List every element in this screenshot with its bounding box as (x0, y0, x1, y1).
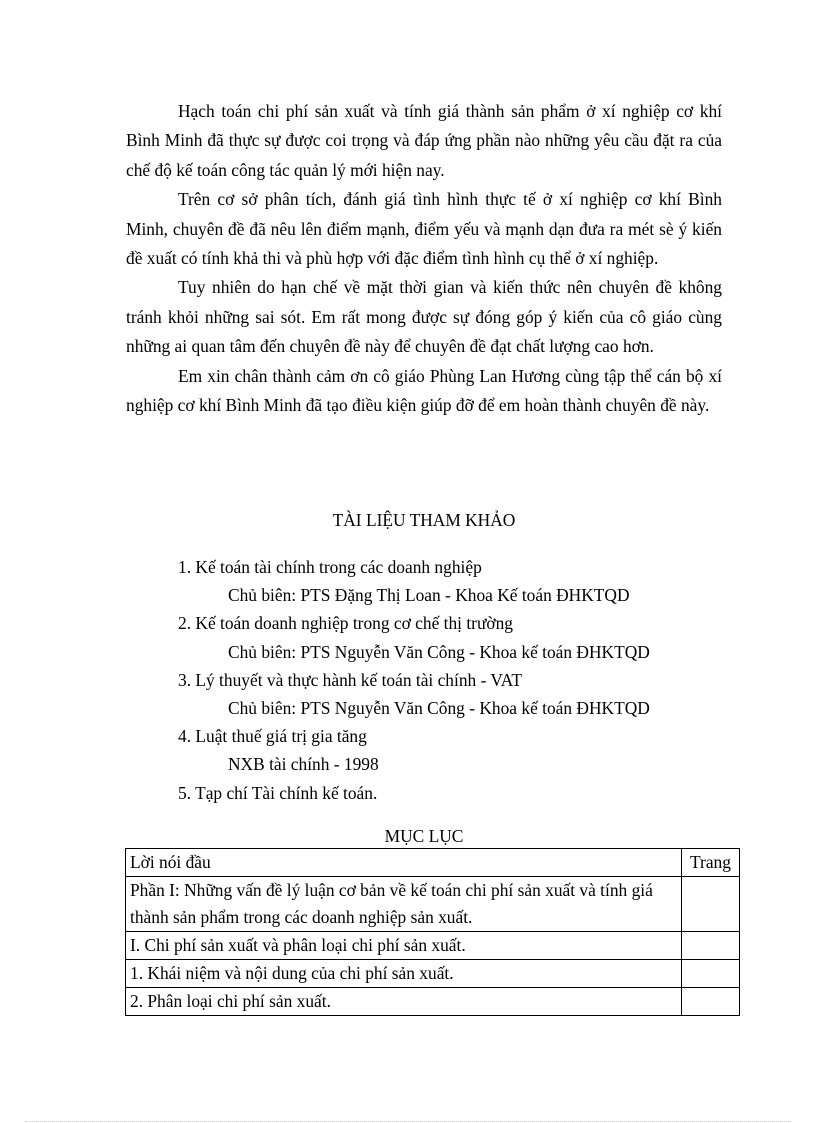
toc-page-header: Trang (682, 849, 740, 877)
toc-entry: Phần I: Những vấn đề lý luận cơ bản về kế toán chi phí sản xuất và tính giá thành sản phẩm trong các doanh nghiệp sản xuất. (126, 877, 682, 932)
body-paragraph: Em xin chân thành cảm ơn cô giáo Phùng Lan Hương cùng tập thể cán bộ xí nghiệp cơ khí Bình Minh đã tạo điều kiện giúp đỡ để em hoàn thành chuyên đề này. (126, 365, 722, 416)
toc-page-number (682, 960, 740, 988)
body-paragraph: Hạch toán chi phí sản xuất và tính giá thành sản phẩm ở xí nghiệp cơ khí Bình Minh đã thực sự được coi trọng và đáp ứng phần nào những yêu cầu đặt ra của chế độ kế toán công tác quản lý mới hiện nay. (126, 101, 722, 180)
toc-table (125, 848, 740, 1016)
reference-title: 4. Luật thuế giá trị gia tăng (178, 726, 367, 747)
reference-title: 3. Lý thuyết và thực hành kế toán tài chính - VAT (178, 669, 522, 690)
reference-detail: Chủ biên: PTS Đặng Thị Loan - Khoa Kế toán ĐHKTQD (228, 585, 630, 606)
table-row (126, 960, 740, 988)
table-row (126, 877, 740, 932)
toc-page-number (682, 988, 740, 1016)
reference-title: 2. Kế toán doanh nghiệp trong cơ chế thị trường (178, 613, 513, 634)
table-row (126, 932, 740, 960)
references-list (178, 553, 738, 807)
reference-detail: Chủ biên: PTS Nguyễn Văn Công - Khoa kế toán ĐHKTQD (228, 641, 650, 662)
reference-title: 5. Tạp chí Tài chính kế toán. (178, 782, 378, 803)
toc-entry: 2. Phân loại chi phí sản xuất. (126, 988, 682, 1016)
reference-detail: Chủ biên: PTS Nguyễn Văn Công - Khoa kế toán ĐHKTQD (228, 698, 650, 719)
table-row (126, 988, 740, 1016)
page-bottom-rule (25, 1121, 791, 1122)
body-paragraph: Trên cơ sở phân tích, đánh giá tình hình thực tế ở xí nghiệp cơ khí Bình Minh, chuyên đề đã nêu lên điểm mạnh, điểm yếu và mạnh dạn đưa ra mét sè ý kiến đề xuất có tính khả thi và phù hợp với đặc điểm tình hình cụ thể ở xí nghiệp. (126, 189, 722, 269)
body-paragraph: Tuy nhiên do hạn chế về mặt thời gian và kiến thức nên chuyên đề không tránh khỏi những sai sót. Em rất mong được sự đóng góp ý kiến của cô giáo cùng những ai quan tâm đến chuyên đề này để chuyên đề đạt chất lượng cao hơn. (126, 277, 722, 357)
toc-entry: Lời nói đầu (126, 849, 682, 877)
toc-entry: 1. Khái niệm và nội dung của chi phí sản xuất. (126, 960, 682, 988)
toc-page-number (682, 932, 740, 960)
reference-detail: NXB tài chính - 1998 (228, 754, 379, 775)
reference-title: 1. Kế toán tài chính trong các doanh nghiệp (178, 557, 482, 577)
table-row (126, 849, 740, 877)
toc-page-number (682, 877, 740, 932)
references-heading: TÀI LIỆU THAM KHẢO (332, 510, 516, 530)
toc-heading: MỤC LỤC (384, 826, 464, 846)
body-text (126, 97, 722, 420)
toc-entry: I. Chi phí sản xuất và phân loại chi phí sản xuất. (126, 932, 682, 960)
